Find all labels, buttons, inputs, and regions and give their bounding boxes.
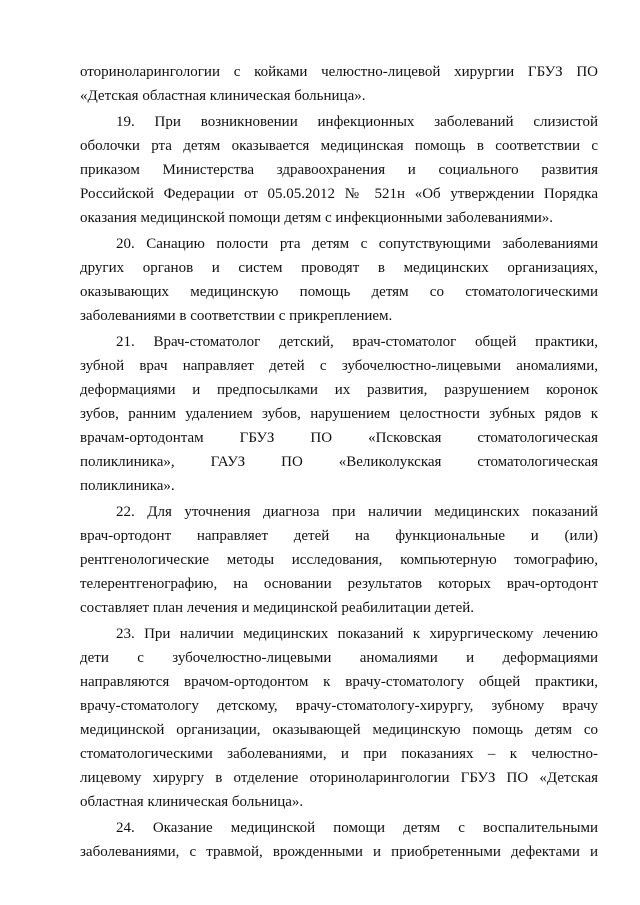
text-line: поликлиника», ГАУЗ ПО «Великолукская стоматологическая: [80, 454, 598, 470]
text-line: оказания медицинской помощи детям с инфекционными заболеваниями».: [80, 210, 554, 226]
text-line: врачам-ортодонтам ГБУЗ ПО «Псковская стоматологическая: [80, 430, 598, 446]
text-line: приказом Министерства здравоохранения и социального развития: [80, 162, 598, 178]
text-line: стоматологическими заболеваниями, и при показаниях – к челюстно-: [80, 746, 598, 762]
text-line: заболеваниями, с травмой, врожденными и приобретенными дефектами и: [80, 844, 598, 860]
paragraph-21-start: 21. Врач-стоматолог детский, врач-стоматолог общей практики,: [116, 334, 598, 350]
text-line: рентгенологические методы исследования, компьютерную томографию,: [80, 552, 598, 568]
text-line: дети с зубочелюстно-лицевыми аномалиями и деформациями: [80, 650, 598, 666]
paragraph-23-start: 23. При наличии медицинских показаний к хирургическому лечению: [116, 626, 598, 642]
paragraph-20-start: 20. Санацию полости рта детям с сопутствующими заболеваниями: [116, 236, 598, 252]
text-line: зубов, ранним удалением зубов, нарушением целостности зубных рядов к: [80, 406, 598, 422]
text-line: других органов и систем проводят в медицинских организациях,: [80, 260, 598, 276]
text-line: медицинской организации, оказывающей медицинскую помощь детям со: [80, 722, 598, 738]
text-line: направляются врачом-ортодонтом к врачу-стоматологу общей практики,: [80, 674, 598, 690]
text-line: заболеваниями в соответствии с прикреплением.: [80, 308, 393, 324]
text-line: областная клиническая больница».: [80, 794, 304, 810]
text-line: лицевому хирургу в отделение оториноларингологии ГБУЗ ПО «Детская: [80, 770, 598, 786]
text-line: зубной врач направляет детей с зубочелюстно-лицевыми аномалиями,: [80, 358, 598, 374]
paragraph-22-start: 22. Для уточнения диагноза при наличии медицинских показаний: [116, 504, 598, 520]
text-line: оториноларингологии с койками челюстно-лицевой хирургии ГБУЗ ПО: [80, 64, 598, 80]
text-line: «Детская областная клиническая больница».: [80, 88, 366, 104]
paragraph-24-start: 24. Оказание медицинской помощи детям с воспалительными: [116, 820, 598, 836]
text-line: деформациями и предпосылками их развития, разрушением коронок: [80, 382, 598, 398]
text-line: оказывающих медицинскую помощь детям со стоматологическими: [80, 284, 598, 300]
text-line: поликлиника».: [80, 478, 175, 494]
text-line: Российской Федерации от 05.05.2012 № 521н «Об утверждении Порядка: [80, 186, 598, 202]
text-line: врачу-стоматологу детскому, врачу-стоматологу-хирургу, зубному врачу: [80, 698, 598, 714]
text-line: оболочки рта детям оказывается медицинская помощь в соответствии с: [80, 138, 598, 154]
paragraph-19-start: 19. При возникновении инфекционных заболеваний слизистой: [116, 114, 598, 130]
text-line: составляет план лечения и медицинской реабилитации детей.: [80, 600, 475, 616]
text-line: телерентгенографию, на основании результатов которых врач-ортодонт: [80, 576, 598, 592]
text-line: врач-ортодонт направляет детей на функциональные и (или): [80, 528, 598, 544]
